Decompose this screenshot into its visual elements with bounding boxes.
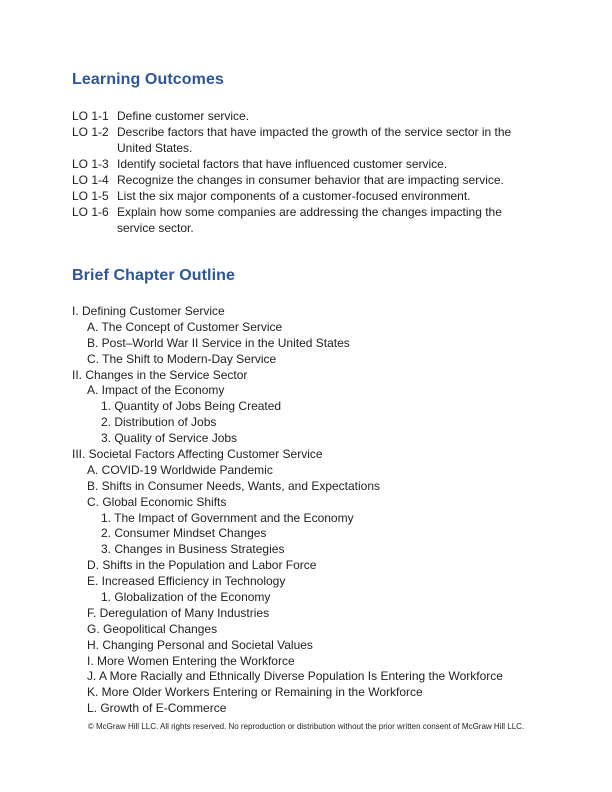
learning-outcome-text: Recognize the changes in consumer behavior that are impacting service. bbox=[117, 173, 504, 187]
outline-line: J. A More Racially and Ethnically Diverse Population Is Entering the Workforce bbox=[87, 669, 503, 684]
outline-line: G. Geopolitical Changes bbox=[87, 621, 218, 636]
learning-outcomes-list bbox=[72, 108, 532, 236]
outline-line: C. The Shift to Modern-Day Service bbox=[87, 351, 277, 366]
outline-line: 3. Changes in Business Strategies bbox=[101, 542, 285, 557]
learning-outcome-item bbox=[72, 204, 532, 236]
learning-outcome-item bbox=[72, 124, 532, 156]
outline-line: II. Changes in the Service Sector bbox=[72, 367, 248, 382]
learning-outcome-text: Define customer service. bbox=[117, 109, 250, 123]
learning-outcome-item bbox=[72, 172, 532, 188]
outline-line: 2. Distribution of Jobs bbox=[101, 415, 217, 430]
learning-outcome-text: List the six major components of a customer-focused environment. bbox=[117, 189, 471, 203]
outline-line: L. Growth of E-Commerce bbox=[87, 701, 227, 716]
outline-line: K. More Older Workers Entering or Remaining in the Workforce bbox=[87, 685, 423, 700]
learning-outcome-code: LO 1-2 bbox=[72, 125, 109, 139]
outline-line: 2. Consumer Mindset Changes bbox=[101, 526, 267, 541]
learning-outcome-text: Describe factors that have impacted the growth of the service sector in the United States. bbox=[117, 125, 512, 155]
learning-outcome-code: LO 1-4 bbox=[72, 173, 109, 187]
copyright-footer: © McGraw Hill LLC. All rights reserved. No reproduction or distribution without the prior written consent of McGraw Hill LLC. bbox=[87, 722, 525, 731]
outline-line: 3. Quality of Service Jobs bbox=[101, 431, 238, 446]
outline-line: B. Shifts in Consumer Needs, Wants, and Expectations bbox=[87, 478, 381, 493]
outline-line: B. Post–World War II Service in the United States bbox=[87, 335, 350, 350]
outline-line: I. More Women Entering the Workforce bbox=[87, 653, 295, 668]
learning-outcome-item bbox=[72, 188, 532, 204]
outline-line: C. Global Economic Shifts bbox=[87, 494, 227, 509]
chapter-outline-heading: Brief Chapter Outline bbox=[72, 267, 236, 284]
outline-line: 1. Quantity of Jobs Being Created bbox=[101, 399, 282, 414]
outline-line: A. COVID-19 Worldwide Pandemic bbox=[87, 462, 273, 477]
learning-outcome-code: LO 1-1 bbox=[72, 109, 109, 123]
learning-outcome-text: Identify societal factors that have influenced customer service. bbox=[117, 157, 448, 171]
outline-line: E. Increased Efficiency in Technology bbox=[87, 574, 286, 589]
chapter-outline-list bbox=[72, 303, 552, 716]
learning-outcome-code: LO 1-5 bbox=[72, 189, 109, 203]
outline-line: H. Changing Personal and Societal Values bbox=[87, 637, 313, 652]
learning-outcome-code: LO 1-3 bbox=[72, 157, 109, 171]
outline-line: A. Impact of the Economy bbox=[87, 383, 225, 398]
outline-line: 1. The Impact of Government and the Economy bbox=[101, 510, 354, 525]
learning-outcomes-heading: Learning Outcomes bbox=[72, 71, 224, 88]
outline-line: F. Deregulation of Many Industries bbox=[87, 605, 270, 620]
learning-outcome-item bbox=[72, 156, 532, 172]
outline-line: 1. Globalization of the Economy bbox=[101, 590, 271, 605]
outline-line: III. Societal Factors Affecting Customer Service bbox=[72, 447, 323, 462]
learning-outcome-code: LO 1-6 bbox=[72, 205, 109, 219]
outline-line: A. The Concept of Customer Service bbox=[87, 319, 283, 334]
outline-line: D. Shifts in the Population and Labor Force bbox=[87, 558, 317, 573]
learning-outcome-text: Explain how some companies are addressing the changes impacting the service sector. bbox=[117, 205, 502, 235]
outline-line: I. Defining Customer Service bbox=[72, 304, 225, 318]
learning-outcome-item bbox=[72, 108, 532, 124]
